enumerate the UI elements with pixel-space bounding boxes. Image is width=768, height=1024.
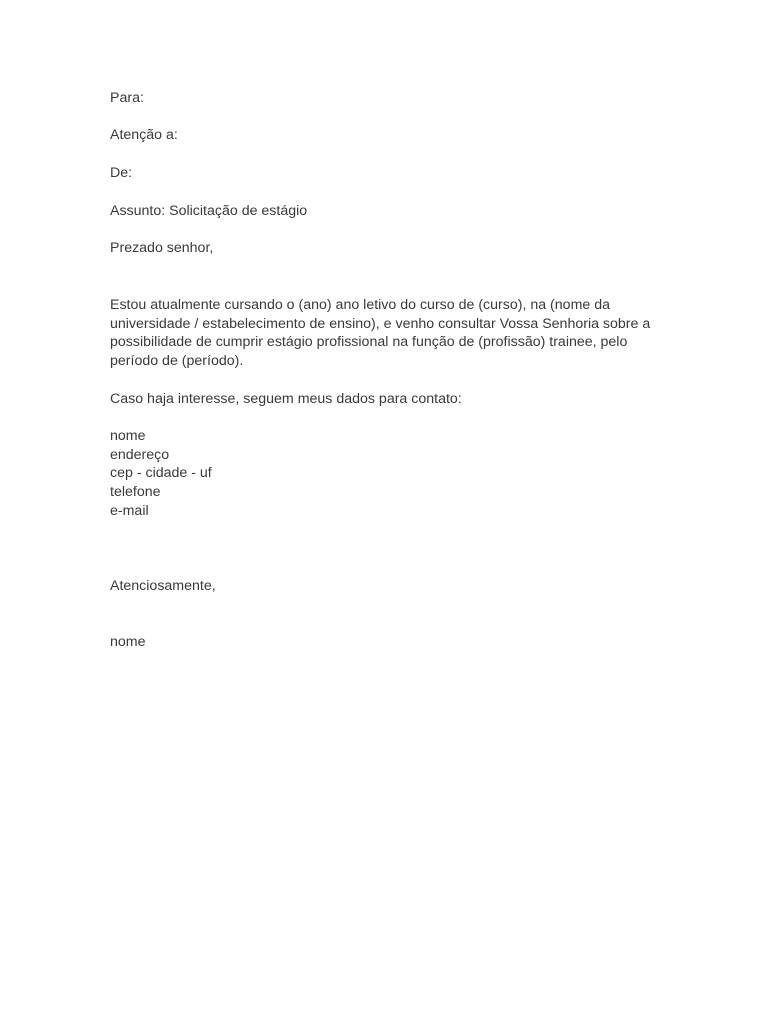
subject-field: Assunto: Solicitação de estágio <box>110 203 308 219</box>
body-line: período de (período). <box>110 353 244 370</box>
closing: Atenciosamente, <box>110 578 216 594</box>
body-paragraph <box>110 296 670 371</box>
contact-city: cep - cidade - uf <box>110 465 212 482</box>
signature-name: nome <box>110 634 146 650</box>
contact-name: nome <box>110 428 146 444</box>
from-field: De: <box>110 165 133 181</box>
contact-email: e-mail <box>110 502 149 519</box>
body-line: Estou atualmente cursando o (ano) ano letivo do curso de (curso), na (nome da <box>110 297 610 313</box>
contact-address: endereço <box>110 446 170 463</box>
contact-phone: telefone <box>110 484 161 501</box>
body-line: universidade / estabelecimento de ensino), e venho consultar Vossa Senhoria sobre a <box>110 315 651 332</box>
to-field: Para: <box>110 90 144 106</box>
contact-details <box>110 427 670 521</box>
body-line: possibilidade de cumprir estágio profissional na função de (profissão) trainee, pelo <box>110 334 628 351</box>
contact-intro: Caso haja interesse, seguem meus dados para contato: <box>110 391 462 407</box>
attention-field: Atenção a: <box>110 127 178 143</box>
greeting: Prezado senhor, <box>110 240 214 256</box>
